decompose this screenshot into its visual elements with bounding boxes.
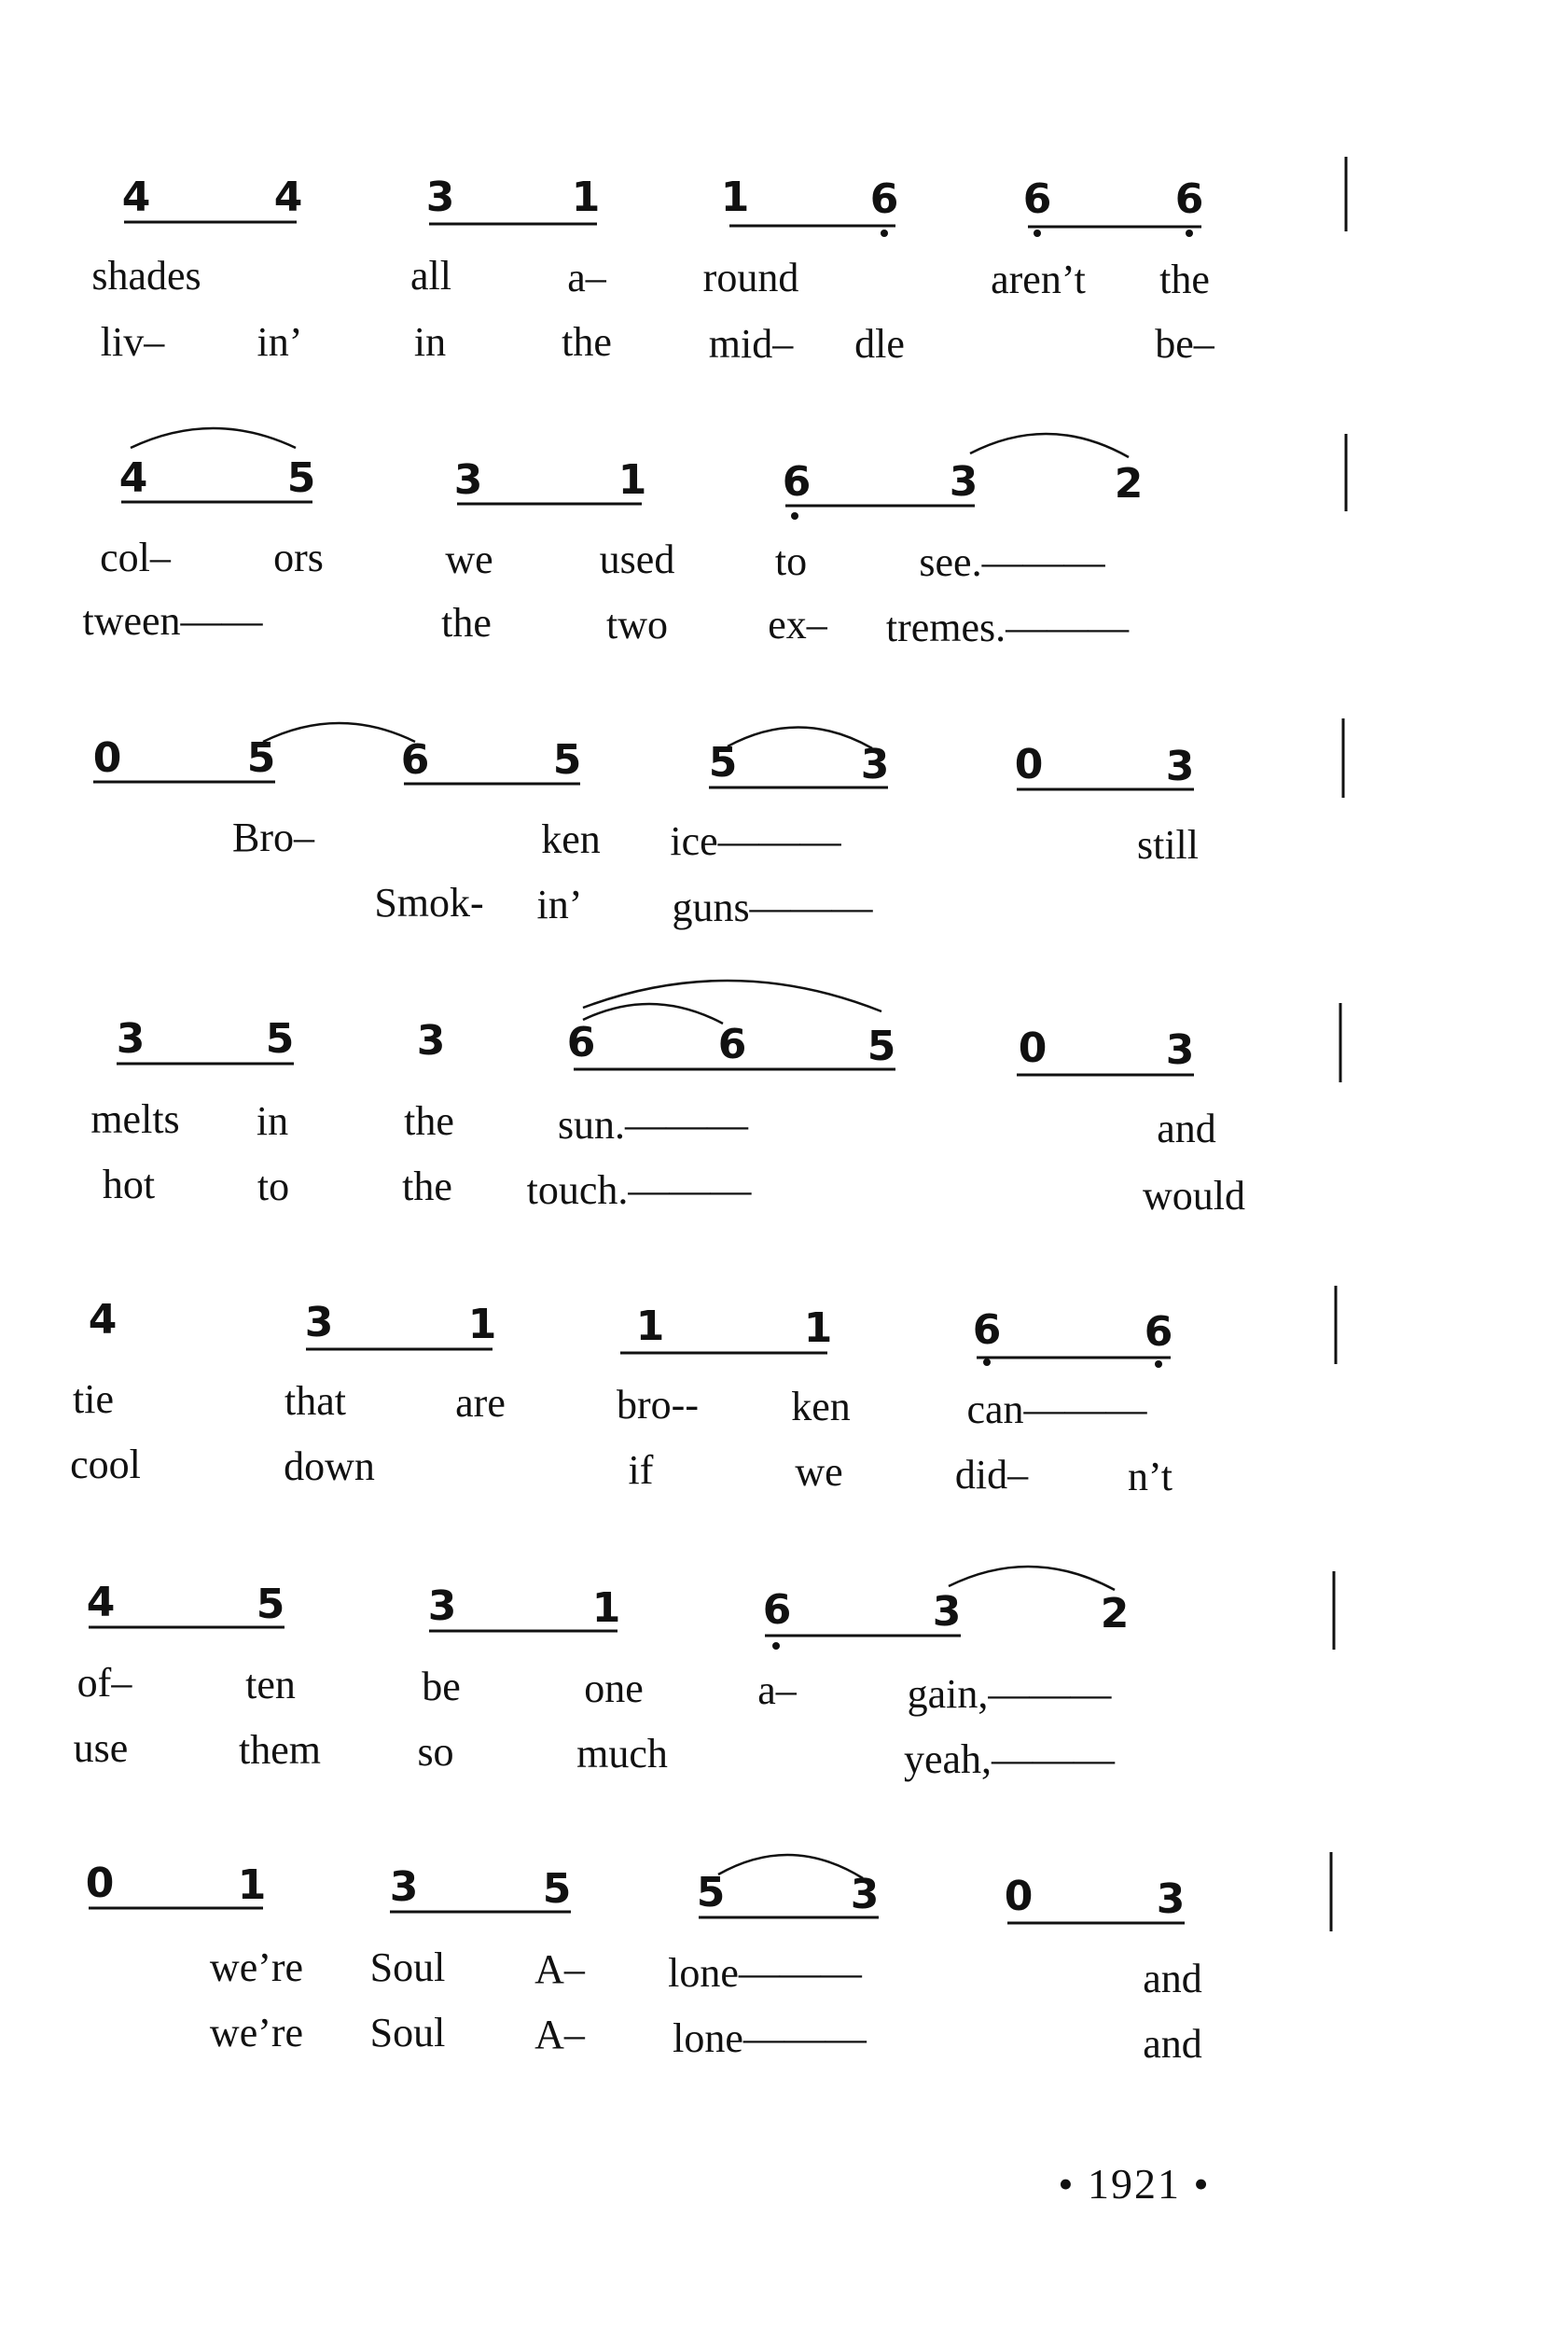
note: 5 <box>286 454 316 502</box>
lyric-verse-2: yeah,——— <box>903 1736 1116 1782</box>
lyric-verse-2: tween—— <box>82 598 263 644</box>
lyric-verse-1: ken <box>791 1384 851 1429</box>
lyric-verse-1: shades <box>91 253 201 299</box>
note: 6 <box>400 736 430 784</box>
note: 1 <box>591 1584 621 1632</box>
note: 6 <box>717 1021 747 1068</box>
note: 5 <box>708 739 738 787</box>
lyric-verse-1: be <box>422 1664 461 1709</box>
lyric-verse-2: we <box>795 1449 843 1495</box>
note: 0 <box>1014 741 1044 788</box>
lyric-verse-2: the <box>441 600 492 646</box>
note: 1 <box>720 174 750 221</box>
lyric-verse-1: round <box>702 255 799 300</box>
tie-arc <box>718 1855 863 1878</box>
lyric-verse-1: we <box>445 536 493 582</box>
lyric-verse-1: Soul <box>369 1944 446 1990</box>
lyric-verse-2: in’ <box>536 882 583 927</box>
note: 6 <box>782 458 812 506</box>
lyric-verse-1: all <box>410 253 451 299</box>
note: 3 <box>116 1015 146 1063</box>
lyric-verse-1: the <box>1159 257 1210 302</box>
lyric-verse-1: bro-- <box>617 1382 699 1428</box>
lyric-verse-1: and <box>1157 1106 1216 1151</box>
lyric-verse-1: are <box>455 1380 506 1426</box>
octave-dot <box>1155 1360 1162 1368</box>
note: 1 <box>237 1861 267 1909</box>
note: 2 <box>1100 1590 1130 1637</box>
note: 3 <box>389 1863 419 1911</box>
note: 3 <box>453 456 483 504</box>
lyric-verse-2: down <box>284 1443 375 1489</box>
tie-arc <box>970 434 1129 457</box>
octave-dot <box>983 1359 991 1366</box>
lyric-verse-1: sun.——— <box>557 1102 749 1148</box>
lyric-verse-2: liv– <box>100 319 165 365</box>
lyric-verse-2: dle <box>854 321 905 367</box>
lyric-verse-2: n’t <box>1127 1454 1173 1499</box>
note: 4 <box>121 174 151 221</box>
lyric-verse-1: lone——— <box>668 1950 862 1996</box>
lyric-verse-2: in’ <box>257 319 303 365</box>
tie-arc <box>583 981 881 1011</box>
note: 5 <box>696 1869 726 1916</box>
note: 6 <box>762 1586 792 1634</box>
octave-dot <box>772 1642 780 1650</box>
lyric-verse-2: use <box>73 1725 129 1771</box>
lyric-verse-2: hot <box>102 1162 156 1207</box>
lyric-verse-2: be– <box>1155 321 1214 367</box>
note: 5 <box>265 1015 295 1063</box>
note: 6 <box>1022 175 1052 223</box>
note: 0 <box>1018 1024 1048 1072</box>
note: 3 <box>860 741 890 788</box>
lyric-verse-2: much <box>576 1731 668 1777</box>
note: 2 <box>1114 460 1144 508</box>
lyric-verse-2: two <box>606 602 668 648</box>
lyric-verse-1: of– <box>76 1660 132 1706</box>
lyric-verse-1: that <box>284 1378 346 1424</box>
note: 3 <box>932 1588 962 1636</box>
lyric-verse-1: to <box>774 538 808 584</box>
note: 5 <box>246 734 276 782</box>
note: 4 <box>118 454 148 502</box>
lyric-verse-1: A– <box>534 1946 585 1992</box>
note: 4 <box>88 1296 118 1344</box>
lyric-verse-1: melts <box>90 1096 180 1142</box>
note: 3 <box>416 1017 446 1065</box>
lyric-verse-2: to <box>257 1164 290 1209</box>
tie-arc <box>131 428 296 448</box>
lyric-verse-2: lone——— <box>673 2015 867 2061</box>
note: 3 <box>850 1871 880 1918</box>
lyric-verse-2: we’re <box>209 2010 304 2055</box>
note: 6 <box>1174 175 1204 223</box>
lyric-verse-1: still <box>1136 822 1200 868</box>
note: 5 <box>542 1865 572 1913</box>
note: 5 <box>552 736 582 784</box>
lyric-verse-2: cool <box>70 1442 141 1487</box>
octave-dot <box>881 230 888 237</box>
note: 3 <box>304 1299 334 1346</box>
tie-arc <box>263 723 415 742</box>
note: 6 <box>1144 1308 1173 1356</box>
lyric-verse-1: a– <box>757 1667 797 1713</box>
lyric-verse-1: tie <box>73 1376 114 1422</box>
lyric-verse-2: touch.——— <box>526 1167 752 1213</box>
lyric-verse-2: and <box>1143 2021 1202 2067</box>
note: 1 <box>617 456 647 504</box>
tie-arc <box>949 1567 1115 1590</box>
note: 3 <box>1165 1026 1195 1074</box>
lyric-verse-1: we’re <box>209 1944 304 1990</box>
lyric-verse-1: the <box>404 1098 454 1144</box>
lyric-verse-1: aren’t <box>991 257 1086 302</box>
lyric-verse-2: mid– <box>708 321 794 367</box>
lyric-verse-2: ex– <box>768 602 827 648</box>
note: 1 <box>803 1304 833 1352</box>
note: 1 <box>467 1301 497 1348</box>
lyric-verse-2: did– <box>954 1452 1029 1498</box>
lyric-verse-1: one <box>584 1665 644 1711</box>
octave-dot <box>791 512 798 520</box>
lyric-verse-1: a– <box>567 255 606 300</box>
lyric-verse-1: and <box>1143 1956 1202 2001</box>
lyric-verse-2: Smok- <box>374 880 484 926</box>
lyric-verse-1: ice——— <box>670 818 841 864</box>
lyric-verse-2: if <box>628 1447 654 1493</box>
note: 4 <box>86 1579 116 1626</box>
lyric-verse-1: ors <box>273 535 324 580</box>
lyric-verse-1: ten <box>245 1662 296 1707</box>
page-number: • 1921 • <box>1058 2160 1211 2208</box>
octave-dot <box>1186 230 1193 237</box>
tie-arc <box>728 727 872 748</box>
lyric-verse-2: Soul <box>369 2010 446 2055</box>
note: 3 <box>425 174 455 221</box>
lyric-verse-1: in <box>256 1098 289 1144</box>
note: 3 <box>1165 743 1195 790</box>
lyric-verse-2: tremes.——— <box>885 605 1130 650</box>
note: 0 <box>1004 1873 1034 1920</box>
note: 6 <box>566 1019 596 1066</box>
octave-dot <box>1034 230 1041 237</box>
lyric-verse-2: would <box>1143 1173 1245 1219</box>
note: 3 <box>949 458 978 506</box>
note: 6 <box>972 1306 1002 1354</box>
lyric-verse-1: see.——— <box>919 539 1105 585</box>
lyric-verse-1: ken <box>541 816 601 862</box>
lyric-verse-1: can——— <box>966 1386 1147 1432</box>
note: 1 <box>571 174 601 221</box>
lyric-verse-2: them <box>239 1727 321 1773</box>
lyric-verse-1: Bro– <box>232 815 314 860</box>
lyric-verse-2: guns——— <box>672 885 873 930</box>
lyric-verse-1: col– <box>100 535 171 580</box>
note: 0 <box>92 734 122 782</box>
note: 1 <box>635 1303 665 1350</box>
note: 6 <box>869 175 899 223</box>
note: 4 <box>273 174 303 221</box>
note: 3 <box>1156 1875 1186 1923</box>
lyric-verse-2: in <box>413 319 447 365</box>
lyric-verse-2: A– <box>534 2012 585 2057</box>
note: 5 <box>256 1581 285 1628</box>
tie-arc <box>583 1004 723 1024</box>
lyric-verse-1: used <box>599 536 675 582</box>
lyric-verse-2: the <box>562 319 612 365</box>
note: 0 <box>85 1860 115 1907</box>
note: 3 <box>427 1582 457 1630</box>
lyric-verse-2: so <box>417 1729 454 1775</box>
lyric-verse-1: gain,——— <box>907 1671 1112 1717</box>
lyric-verse-2: the <box>402 1164 452 1209</box>
note: 5 <box>867 1023 896 1070</box>
